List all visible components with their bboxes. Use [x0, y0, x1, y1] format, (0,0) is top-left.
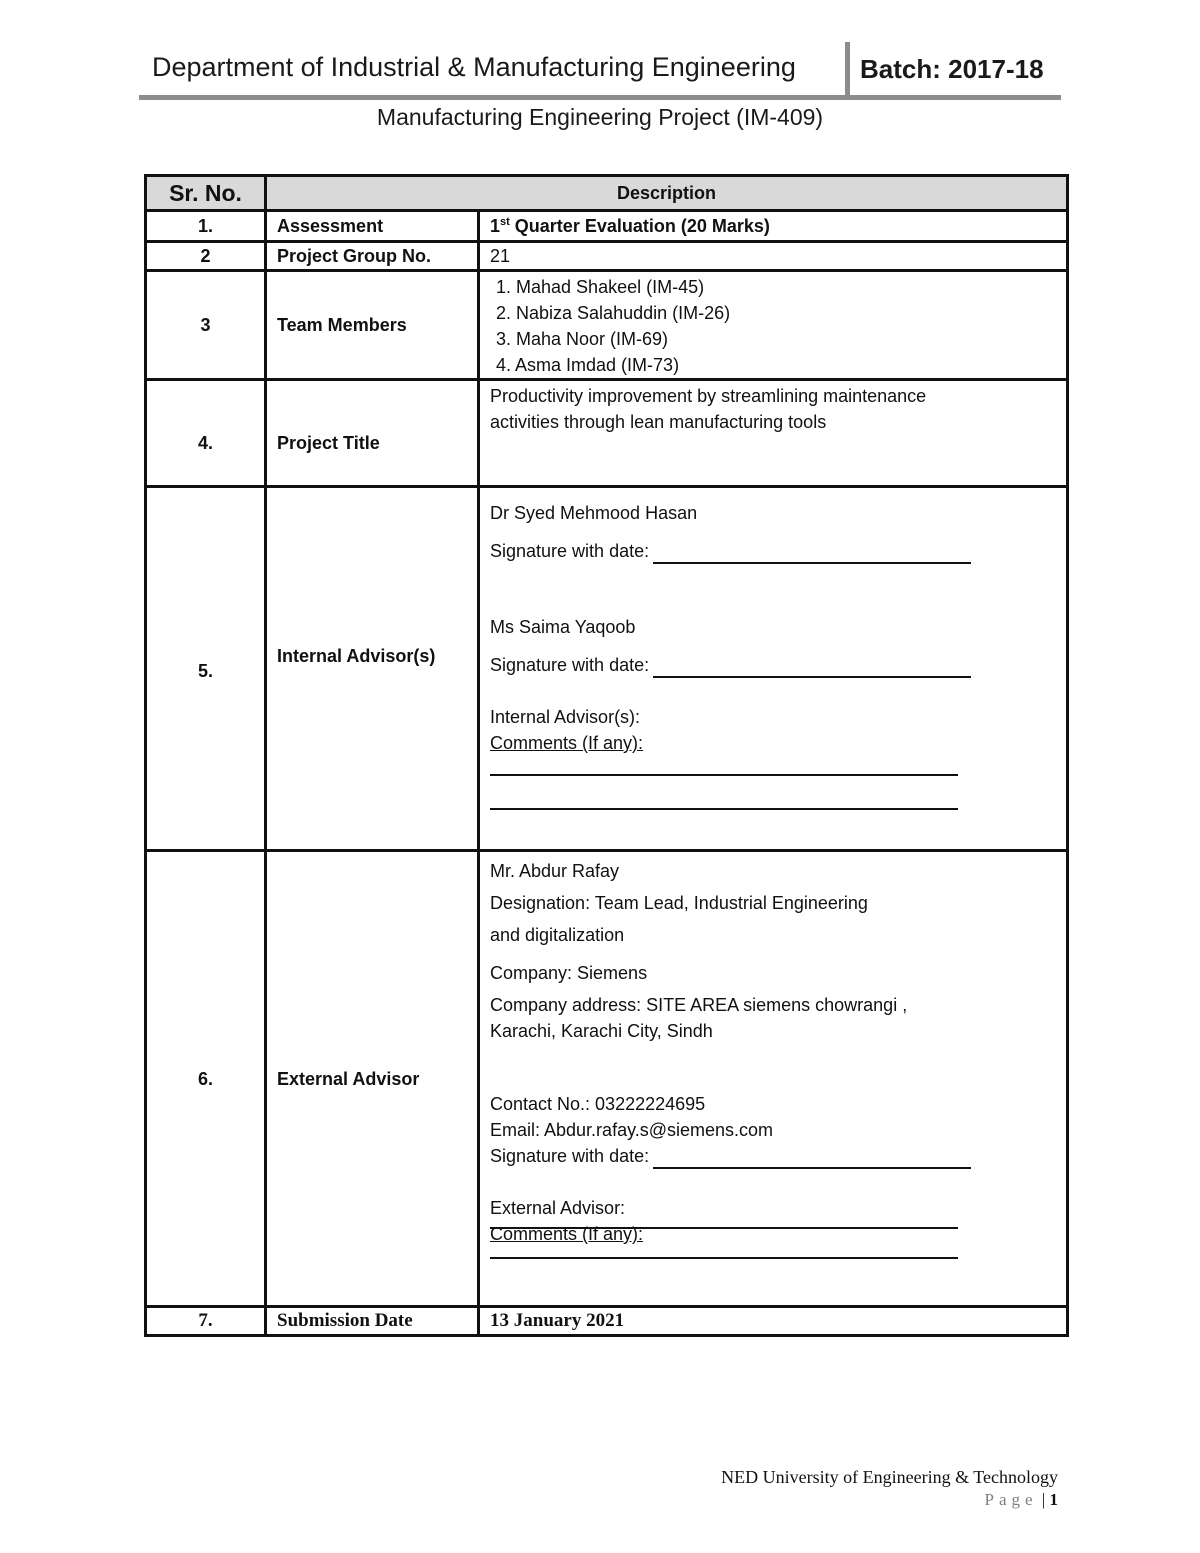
- external-advisor-details: [479, 851, 1068, 1307]
- row-label: Assessment: [266, 211, 479, 242]
- comments-heading: Internal Advisor(s):: [490, 707, 641, 727]
- company-address: Company address: SITE AREA siemens chowrangi ,: [490, 995, 908, 1015]
- group-number-value: 21: [479, 242, 1068, 271]
- page-label: Page: [984, 1490, 1038, 1509]
- advisor-name: Dr Syed Mehmood Hasan: [490, 503, 698, 523]
- submission-date-value: 13 January 2021: [479, 1307, 1068, 1336]
- signature-label: Signature with date:: [490, 1146, 650, 1166]
- col-header-description: Description: [266, 176, 1068, 211]
- row-label: Internal Advisor(s): [266, 487, 479, 851]
- list-item: 2. Nabiza Salahuddin (IM-26): [496, 303, 731, 323]
- designation-cont: and digitalization: [490, 925, 625, 945]
- course-title: Manufacturing Engineering Project (IM-409): [376, 104, 824, 130]
- row-number: 7.: [146, 1307, 266, 1336]
- email: Email: Abdur.rafay.s@siemens.com: [490, 1120, 774, 1140]
- table-row-submission-date: [146, 1307, 1068, 1336]
- internal-advisor-details: [479, 487, 1068, 851]
- signature-field[interactable]: [653, 658, 971, 678]
- project-title-value: Productivity improvement by streamlining maintenance activities through lean manufacturing tools: [479, 380, 1068, 487]
- page-separator: |: [1037, 1490, 1050, 1509]
- row-label: Team Members: [266, 271, 479, 380]
- designation: Designation: Team Lead, Industrial Engineering: [490, 893, 868, 913]
- company-address-cont: Karachi, Karachi City, Sindh: [490, 1021, 713, 1041]
- signature-field[interactable]: [653, 544, 971, 564]
- row-number: 3: [146, 271, 266, 380]
- row-number: 5.: [146, 487, 266, 851]
- table-row-internal-advisor: [146, 487, 1068, 851]
- company: Company: Siemens: [490, 963, 648, 983]
- project-form-table: [144, 174, 1069, 1337]
- team-members-list: [479, 271, 1068, 380]
- row-number: 4.: [146, 380, 266, 487]
- table-header-row: [146, 176, 1068, 211]
- comments-label: Comments (If any):: [490, 733, 644, 753]
- col-header-sr-no: Sr. No.: [146, 176, 266, 211]
- advisor-name: Mr. Abdur Rafay: [490, 861, 620, 881]
- table-row-group: [146, 242, 1068, 271]
- row-label: Project Title: [266, 380, 479, 487]
- page-number: 1: [1049, 1490, 1058, 1509]
- comments-line[interactable]: [490, 1227, 958, 1229]
- row-label: External Advisor: [266, 851, 479, 1307]
- signature-field[interactable]: [653, 1149, 971, 1169]
- signature-label: Signature with date:: [490, 655, 650, 675]
- assessment-value: 1st Quarter Evaluation (20 Marks): [479, 211, 1068, 242]
- comments-line[interactable]: [490, 808, 958, 810]
- row-number: 1.: [146, 211, 266, 242]
- comments-line[interactable]: [490, 1257, 958, 1259]
- table-row-team: [146, 271, 1068, 380]
- signature-label: Signature with date:: [490, 541, 650, 561]
- table-row-external-advisor: [146, 851, 1068, 1307]
- batch-label: Batch: 2017-18: [860, 54, 1044, 84]
- header-rule: [139, 95, 1061, 100]
- footer-university: NED University of Engineering & Technology: [721, 1467, 1058, 1487]
- comments-heading: External Advisor:: [490, 1198, 626, 1218]
- row-number: 6.: [146, 851, 266, 1307]
- list-item: 3. Maha Noor (IM-69): [496, 329, 669, 349]
- list-item: 1. Mahad Shakeel (IM-45): [496, 277, 705, 297]
- row-label: Project Group No.: [266, 242, 479, 271]
- comments-line[interactable]: [490, 774, 958, 776]
- contact-number: Contact No.: 03222224695: [490, 1094, 706, 1114]
- footer-page-number: [985, 1490, 1058, 1510]
- row-number: 2: [146, 242, 266, 271]
- table-row-project-title: [146, 380, 1068, 487]
- row-label: Submission Date: [266, 1307, 479, 1336]
- department-name: Department of Industrial & Manufacturing Engineering: [152, 52, 796, 82]
- table-row-assessment: [146, 211, 1068, 242]
- list-item: 4. Asma Imdad (IM-73): [496, 355, 680, 375]
- advisor-name: Ms Saima Yaqoob: [490, 617, 636, 637]
- comments-label: Comments (If any):: [490, 1224, 644, 1244]
- header-divider: [845, 42, 850, 98]
